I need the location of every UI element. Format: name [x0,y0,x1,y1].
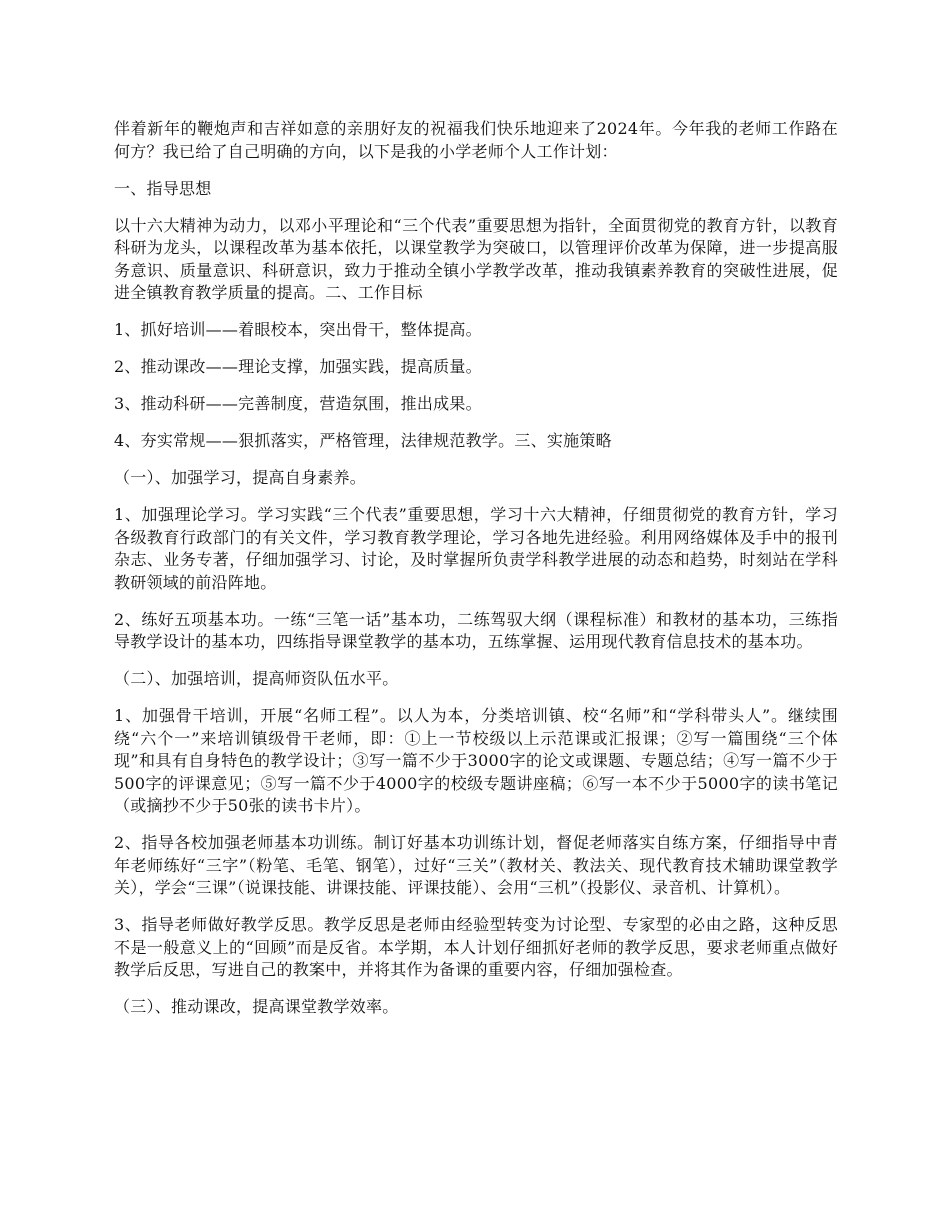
goal-item-2: 2、推动课改——理论支撑，加强实践，提高质量。 [114,357,482,376]
training-paragraph-skills: 2、指导各校加强老师基本功训练。制订好基本功训练计划，督促老师落实自练方案，仔细指导中青年老师练好“三字”（粉笔、毛笔、钢笔），过好“三关”（教材关、教法关、现代教育技术辅助课堂教学关），学会“三课”（说课技能、讲课技能、评课技能）、会用“三机”（投影仪、录音机、计算机）。 [114,833,838,897]
subsection-heading-2: （二）、加强培训，提高师资队伍水平。 [114,669,399,688]
subsection-heading-3: （三）、推动课改，提高课堂教学效率。 [114,997,399,1016]
section-heading-guiding-ideology: 一、指导思想 [114,178,212,198]
subsection-heading-1: （一）、加强学习，提高自身素养。 [114,468,367,487]
training-paragraph-reflection: 3、指导老师做好教学反思。教学反思是老师由经验型转变为讨论型、专家型的必由之路，这种反思不是一般意义上的“回顾”而是反省。本学期，本人计划仔细抓好老师的教学反思，要求老师重点做好教学后反思，写进自己的教案中，并将其作为备课的重要内容，仔细加强检查。 [114,915,838,979]
strategy-paragraph-basic-skills: 2、练好五项基本功。一练“三笔一话”基本功，二练驾驭大纲（课程标准）和教材的基本功，三练指导教学设计的基本功，四练指导课堂教学的基本功，五练掌握、运用现代教育信息技术的基本功。 [114,609,838,651]
goal-item-1: 1、抓好培训——着眼校本，突出骨干，整体提高。 [114,320,482,339]
intro-paragraph: 伴着新年的鞭炮声和吉祥如意的亲朋好友的祝福我们快乐地迎来了2024年。今年我的老师工作路在何方？我已给了自己明确的方向，以下是我的小学老师个人工作计划： [114,119,838,161]
strategy-paragraph-theory-study: 1、加强理论学习。学习实践“三个代表”重要思想，学习十六大精神，仔细贯彻党的教育方针，学习各级教育行政部门的有关文件，学习教育教学理论，学习各地先进经验。利用网络媒体及手中的报刊杂志、业务专著，仔细加强学习、讨论，及时掌握所负责学科教学进展的动态和趋势，时刻站在学科教研领域的前沿阵地。 [114,505,838,592]
goal-item-4: 4、夯实常规——狠抓落实，严格管理，法律规范教学。三、实施策略 [114,431,612,450]
goal-item-3: 3、推动科研——完善制度，营造氛围，推出成果。 [114,394,482,413]
document-page [114,118,838,1033]
guiding-ideology-paragraph: 以十六大精神为动力，以邓小平理论和“三个代表”重要思想为指针，全面贯彻党的教育方针，以教育科研为龙头，以课程改革为基本依托，以课堂教学为突破口，以管理评价改革为保障，进一步提高服务意识、质量意识、科研意识，致力于推动全镇小学教学改革，推动我镇素养教育的突破性进展，促进全镇教育教学质量的提高。二、工作目标 [114,215,838,302]
training-paragraph-backbone: 1、加强骨干培训，开展“名师工程”。以人为本，分类培训镇、校“名师”和“学科带头人”。继续围绕“六个一”来培训镇级骨干老师，即：①上一节校级以上示范课或汇报课；②写一篇围绕“三个体现”和具有自身特色的教学设计；③写一篇不少于3000字的论文或课题、专题总结；④写一篇不少于500字的评课意见；⑤写一篇不少于4000字的校级专题讲座稿；⑥写一本不少于5000字的读书笔记（或摘抄不少于50张的读书卡片）。 [114,706,838,815]
